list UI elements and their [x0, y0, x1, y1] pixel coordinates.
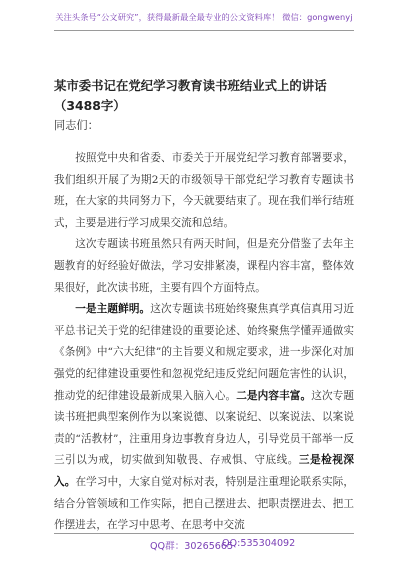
point-3-heading: 三是检视深入。 [54, 454, 355, 488]
document-body [54, 148, 354, 537]
header-banner: 关注头条号“公文研究”，获得最新最全最专业的公文资料库！ 微信：gongwenyj [55, 12, 353, 22]
footer-qq-group: QQ群：30265665 [150, 541, 234, 552]
point-2-heading: 二是内容丰富。 [236, 389, 312, 402]
point-2-text: 这次专题读书班把典型案例作为以案说德、以案说纪、以案说法、以案说责的“活教材”，注重用身边事教育身边人，引导党员干部举一反三引以为戒，切实做到知敬畏、存戒惧、守底线。 [54, 389, 354, 467]
point-3-text: 在学习中，大家自觉对标对表，特别是注重理论联系实际，结合分管领域和工作实际，把自己摆进去、把职责摆进去、把工作摆进去，在学习中思考、在思考中交流 [54, 475, 354, 532]
footer-divider [54, 533, 354, 534]
paragraph-2: 这次专题读书班虽然只有两天时间，但是充分借鉴了去年主题教育的好经验好做法，学习安排紧凑，课程内容丰富，整体效果很好，此次读书班，主要有四个方面特点。 [54, 238, 354, 294]
paragraph-3 [54, 299, 354, 537]
paragraph-1: 按照党中央和省委、市委关于开展党纪学习教育部署要求，我们组织开展了为期2天的市级领导干部党纪学习教育专题读书班，在大家的共同努力下，今天就要结束了。现在我们举行结班式，主要是进行学习成果交流和总结。 [54, 152, 354, 229]
header-divider [54, 30, 354, 31]
footer-qq-number: QQ:535304092 [222, 538, 296, 549]
point-1-text: 这次专题读书班始终聚焦真学真信真用习近平总书记关于党的纪律建设的重要论述、始终聚焦学懂弄通做实《条例》中“六大纪律”的主旨要义和规定要求，进一步深化对加强党的纪律建设重要性和忽视党纪违反党纪问题危害性的认识，推动党的纪律建设最新成果入脑入心。 [54, 303, 355, 402]
salutation: 同志们： [54, 119, 99, 132]
document-title: 某市委书记在党纪学习教育读书班结业式上的讲话（3488字） [54, 78, 327, 113]
point-1-heading: 一是主题鲜明。 [75, 303, 151, 316]
